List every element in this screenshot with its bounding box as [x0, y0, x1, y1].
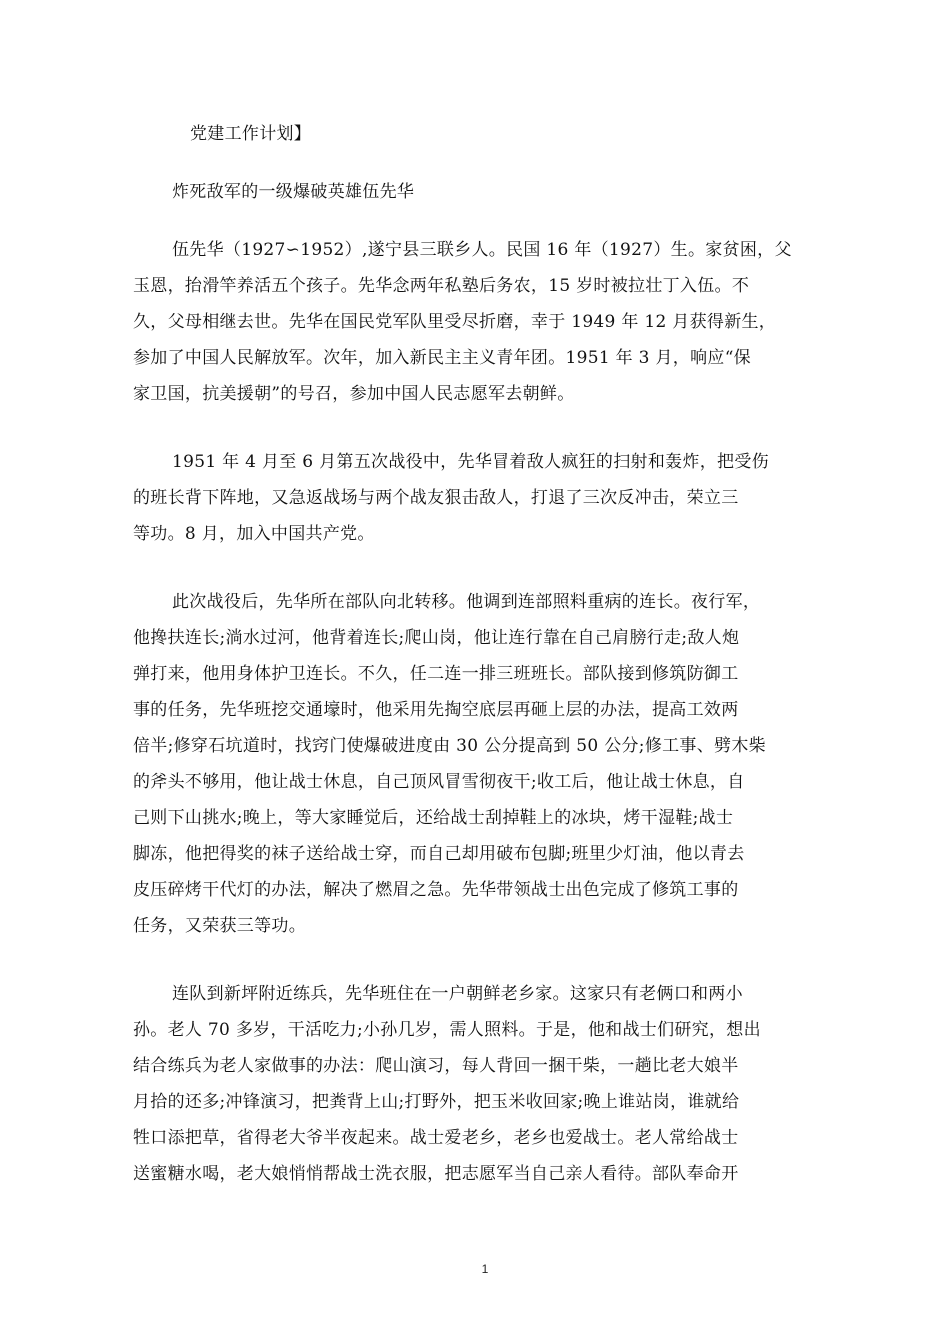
paragraph-line: 事的任务，先华班挖交通壕时，他采用先掏空底层再砸上层的办法，提高工效两	[133, 700, 739, 720]
paragraph-line: 任务，又荣获三等功。	[133, 916, 306, 936]
paragraph-line: 脚冻，他把得奖的袜子送给战士穿，而自己却用破布包脚;班里少灯油，他以青去	[133, 844, 745, 864]
paragraph-line: 1951 年 4 月至 6 月第五次战役中，先华冒着敌人疯狂的扫射和轰炸，把受伤	[172, 452, 769, 472]
paragraph-line: 结合练兵为老人家做事的办法：爬山演习，每人背回一捆干柴，一趟比老大娘半	[133, 1056, 739, 1076]
paragraph-line: 己则下山挑水;晚上，等大家睡觉后，还给战士刮掉鞋上的冰块，烤干湿鞋;战士	[133, 808, 734, 828]
document-header: 党建工作计划】	[190, 124, 312, 144]
paragraph-line: 玉恩，抬滑竿养活五个孩子。先华念两年私塾后务农，15 岁时被拉壮丁入伍。不	[133, 276, 750, 296]
paragraph-line: 等功。8 月，加入中国共产党。	[133, 524, 375, 544]
paragraph-line: 送蜜糖水喝，老大娘悄悄帮战士洗衣服，把志愿军当自己亲人看待。部队奉命开	[133, 1164, 739, 1184]
paragraph-line: 的班长背下阵地，又急返战场与两个战友狠击敌人，打退了三次反冲击，荣立三	[133, 488, 739, 508]
paragraph-line: 牲口添把草，省得老大爷半夜起来。战士爱老乡，老乡也爱战士。老人常给战士	[133, 1128, 739, 1148]
paragraph-line: 月拾的还多;冲锋演习，把粪背上山;打野外，把玉米收回家;晚上谁站岗，谁就给	[133, 1092, 740, 1112]
article-title: 炸死敌军的一级爆破英雄伍先华	[172, 182, 415, 202]
paragraph-line: 伍先华（1927∽1952）,遂宁县三联乡人。民国 16 年（1927）生。家贫困，父	[172, 240, 792, 260]
paragraph-line: 连队到新坪附近练兵，先华班住在一户朝鲜老乡家。这家只有老俩口和两小	[172, 984, 743, 1004]
paragraph-line: 倍半;修穿石坑道时，找窍门使爆破进度由 30 公分提高到 50 公分;修工事、劈木柴	[133, 736, 766, 756]
paragraph-line: 久，父母相继去世。先华在国民党军队里受尽折磨，幸于 1949 年 12 月获得新生，	[133, 312, 777, 332]
paragraph-line: 参加了中国人民解放军。次年，加入新民主主义青年团。1951 年 3 月，响应“保	[133, 348, 751, 368]
paragraph-line: 的斧头不够用，他让战士休息，自己顶风冒雪彻夜干;收工后，他让战士休息，自	[133, 772, 745, 792]
paragraph-line: 孙。老人 70 多岁，干活吃力;小孙几岁，需人照料。于是，他和战士们研究，想出	[133, 1020, 761, 1040]
paragraph-line: 此次战役后，先华所在部队向北转移。他调到连部照料重病的连长。夜行军，	[172, 592, 761, 612]
paragraph-line: 他搀扶连长;淌水过河，他背着连长;爬山岗，他让连行靠在自己肩膀行走;敌人炮	[133, 628, 740, 648]
paragraph-line: 皮压碎烤干代灯的办法，解决了燃眉之急。先华带领战士出色完成了修筑工事的	[133, 880, 739, 900]
paragraph-line: 弹打来，他用身体护卫连长。不久，任二连一排三班班长。部队接到修筑防御工	[133, 664, 739, 684]
paragraph-line: 家卫国，抗美援朝”的号召，参加中国人民志愿军去朝鲜。	[133, 384, 575, 404]
page-number: 1	[481, 1262, 489, 1276]
